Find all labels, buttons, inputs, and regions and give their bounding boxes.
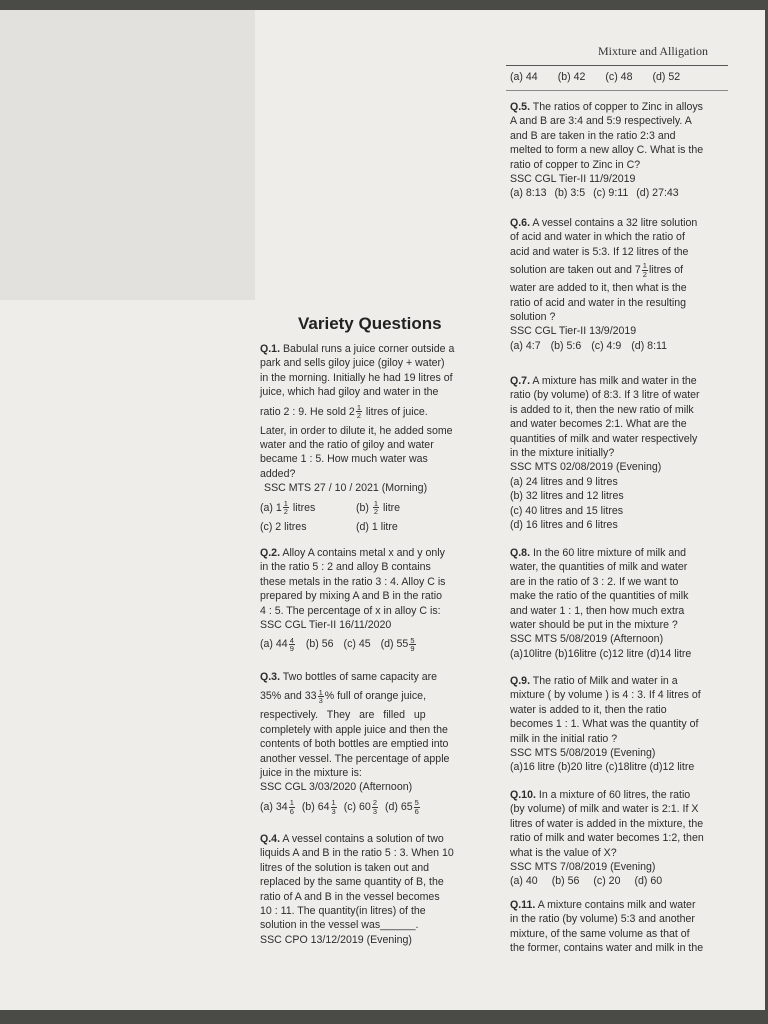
question-text: Alloy A contains metal x and y only xyxy=(282,547,445,559)
exam-source: SSC MTS 02/08/2019 (Evening) xyxy=(510,461,662,474)
fraction-numerator: 1 xyxy=(356,402,361,412)
fraction xyxy=(289,799,295,815)
option-d: (d) 52 xyxy=(652,71,681,83)
question-number: Q.2. xyxy=(260,547,281,559)
fraction-numerator: 5 xyxy=(414,798,419,808)
question-text: Two bottles of same capacity are xyxy=(282,671,438,683)
question-5 xyxy=(510,100,736,201)
fraction xyxy=(289,637,295,653)
question-text: In the 60 litre mixture of milk and xyxy=(532,547,687,559)
fraction-denominator: 2 xyxy=(373,507,379,517)
fraction-numerator: 1 xyxy=(331,798,336,808)
question-text: milk in the initial ratio ? xyxy=(510,732,618,745)
option-a: (a) 44 xyxy=(510,71,538,83)
exam-source: SSC MTS 5/08/2019 (Evening) xyxy=(510,747,656,760)
option-b: (b) 56 xyxy=(305,638,334,651)
option-c: (c) 45 xyxy=(343,638,371,651)
fraction-numerator: 1 xyxy=(318,687,323,697)
question-text: water are added to it, then what is the xyxy=(510,282,687,295)
text-part: (a) 44 xyxy=(260,638,288,651)
option-a: (a) 8:13 xyxy=(510,187,547,200)
fraction-denominator: 3 xyxy=(318,696,323,706)
option-c: (c) 48 xyxy=(605,71,633,83)
question-text: Babulal runs a juice corner outside a xyxy=(282,343,455,355)
question-text: replaced by the same quantity of B, the xyxy=(260,876,444,889)
fraction xyxy=(642,262,648,278)
question-text: A mixture contains milk and water xyxy=(537,899,696,911)
question-text: in the morning. Initially he had 19 litres of xyxy=(260,371,453,384)
question-text: acid and water is 5:3. If 12 litres of the xyxy=(510,245,689,258)
option-b: (b) 42 xyxy=(557,71,586,83)
option-d: (d) 16 litres and 6 litres xyxy=(510,519,618,532)
question-text: A vessel contains a 32 litre solution xyxy=(532,217,698,229)
option-b: (b) 5:6 xyxy=(550,339,582,352)
fraction xyxy=(372,799,378,815)
question-text: prepared by mixing A and B in the ratio xyxy=(260,590,442,603)
question-text: respectively. They are filled up xyxy=(260,709,426,722)
option-b xyxy=(302,795,338,819)
question-4 xyxy=(260,832,484,947)
question-text: added? xyxy=(260,467,296,480)
fraction-numerator: 1 xyxy=(283,498,288,508)
divider xyxy=(506,90,728,91)
question-text: what is the value of X? xyxy=(510,846,617,859)
option-b: (b) 32 litres and 12 litres xyxy=(510,490,624,503)
section-title: Variety Questions xyxy=(298,314,442,333)
option-c: (c) 4:9 xyxy=(591,339,622,352)
question-number: Q.10. xyxy=(510,789,536,801)
question-text: ratio of acid and water in the resulting xyxy=(510,296,687,309)
option-a xyxy=(260,632,296,656)
fraction-denominator: 3 xyxy=(331,806,336,816)
question-text: contents of both bottles are emptied into xyxy=(260,738,449,751)
question-text: water should be put in the mixture ? xyxy=(510,619,678,632)
option-d: (d) 60 xyxy=(634,875,663,888)
question-text: water, the quantities of milk and water xyxy=(510,561,688,574)
option-c xyxy=(344,795,379,819)
question-text-fraction-line xyxy=(260,400,484,424)
option-c: (c) 20 xyxy=(593,875,621,888)
question-number: Q.5. xyxy=(510,101,531,113)
question-text: solution in the vessel was______. xyxy=(260,919,419,932)
option-a: (a) 40 xyxy=(510,875,538,888)
option-a: (a) 24 litres and 9 litres xyxy=(510,475,618,488)
question-number: Q.8. xyxy=(510,547,531,559)
question-text: ratio (by volume) of 8:3. If 3 litre of water xyxy=(510,389,700,402)
question-10 xyxy=(510,788,736,889)
question-text: ratio of A and B in the vessel becomes xyxy=(260,890,440,903)
option-a: (a) 4:7 xyxy=(510,339,541,352)
blank-column-area xyxy=(0,10,255,300)
question-text: in the ratio (by volume) 5:3 and another xyxy=(510,913,695,926)
question-text: juice, which had giloy and water in the xyxy=(260,386,439,399)
question-text: solution ? xyxy=(510,311,556,324)
option-d xyxy=(385,795,421,819)
question-text-fraction-line xyxy=(510,259,736,281)
fraction xyxy=(356,404,362,420)
question-1 xyxy=(260,342,484,534)
fraction-denominator: 3 xyxy=(372,806,377,816)
exam-source: SSC MTS 7/08/2019 (Evening) xyxy=(510,861,656,874)
options-line: (a)16 litre (b)20 litre (c)18litre (d)12 litre xyxy=(510,761,695,774)
question-text: becomes 1 : 1. What was the quantity of xyxy=(510,718,699,731)
option-b xyxy=(356,496,400,520)
text-part: litres xyxy=(289,501,316,514)
book-page xyxy=(0,10,765,1010)
question-text: A vessel contains a solution of two xyxy=(282,833,444,845)
fraction-denominator: 9 xyxy=(410,644,415,654)
question-number: Q.3. xyxy=(260,671,281,683)
exam-source: SSC CPO 13/12/2019 (Evening) xyxy=(260,933,412,946)
question-text: (by volume) of milk and water is 2:1. If X xyxy=(510,803,699,816)
fraction xyxy=(373,500,379,516)
question-8 xyxy=(510,546,736,661)
text-part: litres of xyxy=(648,264,684,277)
question-text: The ratio of Milk and water in a xyxy=(532,675,678,687)
option-a xyxy=(260,795,296,819)
exam-source: SSC CGL Tier-II 11/9/2019 xyxy=(510,173,636,186)
text-part: (a) 1 xyxy=(260,501,282,514)
fraction-denominator: 2 xyxy=(642,269,647,279)
exam-source: SSC MTS 27 / 10 / 2021 (Morning) xyxy=(264,482,428,495)
question-text: in the mixture initially? xyxy=(510,447,615,460)
fraction xyxy=(318,689,324,705)
option-b: (b) 56 xyxy=(551,875,580,888)
question-text: ratio of milk and water becomes 1:2, then xyxy=(510,832,704,845)
question-text: mixture, of the same volume as that of xyxy=(510,927,690,940)
question-text: litres of the solution is taken out and xyxy=(260,861,430,874)
option-d: (d) 8:11 xyxy=(631,339,668,352)
question-3 xyxy=(260,670,484,819)
fraction-numerator: 1 xyxy=(642,261,647,271)
text-part: 35% and 33 xyxy=(260,690,317,703)
question-text-fraction-line xyxy=(260,684,484,708)
question-text: became 1 : 5. How much water was xyxy=(260,453,428,466)
question-text: and B are taken in the ratio 2:3 and xyxy=(510,129,676,142)
question-text: litres of water is added in the mixture, the xyxy=(510,817,704,830)
question-text: A mixture has milk and water in the xyxy=(532,375,697,387)
text-part: % full of orange juice, xyxy=(324,690,427,703)
question-number: Q.9. xyxy=(510,675,531,687)
exam-source: SSC MTS 5/08/2019 (Afternoon) xyxy=(510,633,664,646)
fraction-denominator: 6 xyxy=(289,806,294,816)
fraction-numerator: 1 xyxy=(289,798,294,808)
question-11 xyxy=(510,898,736,956)
fraction-numerator: 5 xyxy=(410,635,415,645)
text-part: (b) 64 xyxy=(301,800,330,813)
exam-source: SSC CGL Tier-II 13/9/2019 xyxy=(510,325,637,338)
text-part: (d) 65 xyxy=(384,800,413,813)
question-7 xyxy=(510,374,736,532)
question-text: quantities of milk and water respectively xyxy=(510,432,698,445)
question-text: A and B are 3:4 and 5:9 respectively. A xyxy=(510,115,692,128)
option-d: (d) 27:43 xyxy=(636,187,679,200)
question-text: ratio of copper to Zinc in C? xyxy=(510,158,641,171)
question-text: In a mixture of 60 litres, the ratio xyxy=(538,789,691,801)
text-part: (b) xyxy=(356,501,372,514)
question-text: melted to form a new alloy C. What is the xyxy=(510,144,704,157)
question-2 xyxy=(260,546,484,656)
option-a xyxy=(260,496,356,520)
fraction-denominator: 2 xyxy=(283,507,288,517)
option-d: (d) 1 litre xyxy=(356,520,398,533)
fraction-denominator: 6 xyxy=(414,806,419,816)
question-number: Q.11. xyxy=(510,899,536,911)
question-number: Q.6. xyxy=(510,217,531,229)
text-part: (c) 60 xyxy=(343,800,371,813)
question-text: mixture ( by volume ) is 4 : 3. If 4 litres of xyxy=(510,689,701,702)
text-part: ratio 2 : 9. He sold 2 xyxy=(260,405,355,418)
exam-source: SSC CGL Tier-II 16/11/2020 xyxy=(260,619,392,632)
option-d xyxy=(381,632,417,656)
question-text: in the ratio 5 : 2 and alloy B contains xyxy=(260,561,431,574)
question-text: and water becomes 2:1. What are the xyxy=(510,418,687,431)
fraction xyxy=(414,799,420,815)
question-number: Q.4. xyxy=(260,833,281,845)
text-part: solution are taken out and 7 xyxy=(510,264,641,277)
question-6 xyxy=(510,216,736,353)
fraction-denominator: 9 xyxy=(289,644,294,654)
question-text: the former, contains water and milk in the xyxy=(510,942,704,955)
question-number: Q.1. xyxy=(260,343,281,355)
question-text: liquids A and B in the ratio 5 : 3. When 10 xyxy=(260,847,454,860)
exam-source: SSC CGL 3/03/2020 (Afternoon) xyxy=(260,781,413,794)
fraction xyxy=(331,799,337,815)
question-text: The ratios of copper to Zinc in alloys xyxy=(532,101,703,113)
text-part: (d) 55 xyxy=(380,638,409,651)
question-text: 4 : 5. The percentage of x in alloy C is: xyxy=(260,604,441,617)
question-text: Later, in order to dilute it, he added some xyxy=(260,424,453,437)
question-text: these metals in the ratio 3 : 4. Alloy C is xyxy=(260,575,446,588)
text-part: litres of juice. xyxy=(362,405,428,418)
option-b: (b) 3:5 xyxy=(554,187,586,200)
question-9 xyxy=(510,674,736,775)
question-text: another vessel. The percentage of apple xyxy=(260,752,450,765)
page-header: Mixture and Alligation xyxy=(598,44,708,58)
q4-options xyxy=(510,70,680,84)
question-text: completely with apple juice and then the xyxy=(260,723,448,736)
question-text: are in the ratio of 3 : 2. If we want to xyxy=(510,575,679,588)
text-part: (a) 34 xyxy=(260,800,288,813)
options-line: (a)10litre (b)16litre (c)12 litre (d)14 litre xyxy=(510,647,692,660)
question-text: park and sells giloy juice (giloy + water) xyxy=(260,357,445,370)
question-text: water and the ratio of giloy and water xyxy=(260,439,434,452)
question-text: and water 1 : 1, then how much extra xyxy=(510,604,685,617)
fraction-numerator: 2 xyxy=(372,798,377,808)
question-number: Q.7. xyxy=(510,375,531,387)
text-part: litre xyxy=(380,501,401,514)
header-rule xyxy=(506,65,728,66)
fraction xyxy=(409,637,415,653)
option-c: (c) 2 litres xyxy=(260,520,307,533)
question-text: of acid and water in which the ratio of xyxy=(510,231,685,244)
question-text: is added to it, then the new ratio of milk xyxy=(510,403,694,416)
fraction-numerator: 4 xyxy=(289,635,294,645)
option-c: (c) 9:11 xyxy=(593,187,629,200)
question-text: juice in the mixture is: xyxy=(260,767,362,780)
fraction-denominator: 2 xyxy=(356,411,361,421)
question-text: water is added to it, then the ratio xyxy=(510,703,667,716)
question-text: 10 : 11. The quantity(in litres) of the xyxy=(260,905,426,918)
question-text: make the ratio of the quantities of milk xyxy=(510,590,689,603)
fraction xyxy=(283,500,289,516)
option-c: (c) 40 litres and 15 litres xyxy=(510,504,624,517)
fraction-numerator: 1 xyxy=(373,498,379,508)
